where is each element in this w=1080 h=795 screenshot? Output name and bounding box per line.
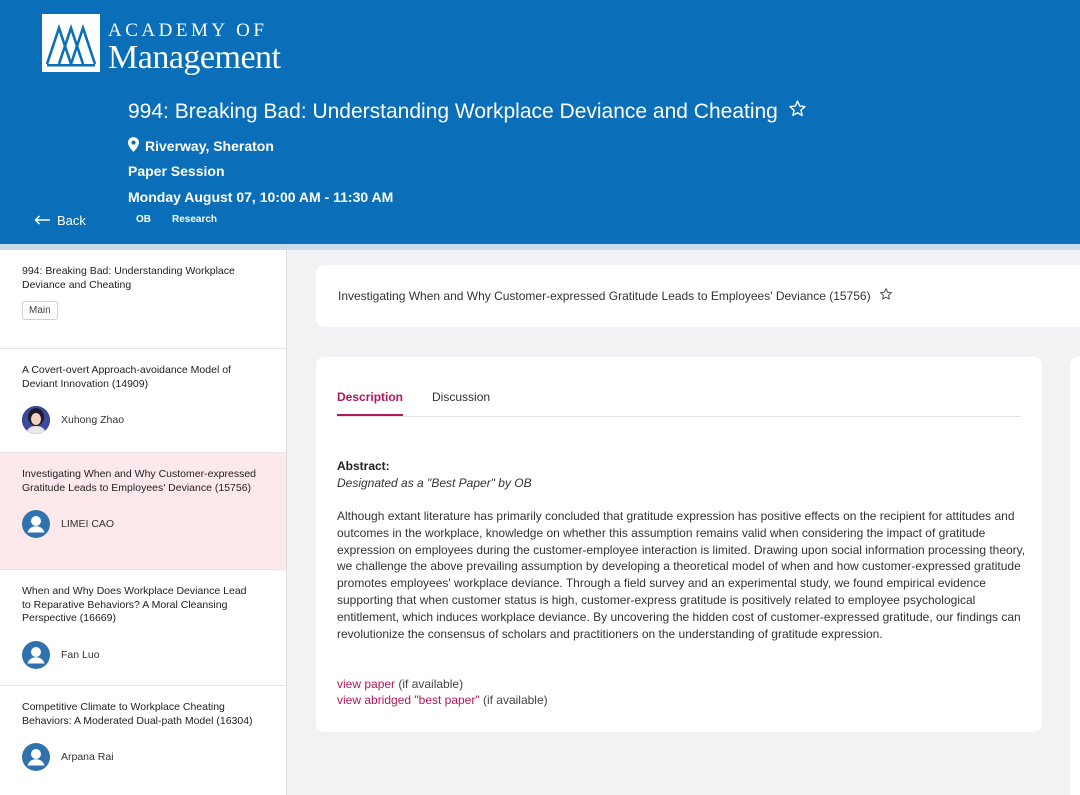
sidebar-item-paper[interactable] <box>0 349 286 453</box>
adjacent-panel-edge <box>1070 357 1080 795</box>
tab-description[interactable]: Description <box>337 390 403 416</box>
abstract-label: Abstract: <box>337 459 390 473</box>
main-badge: Main <box>22 301 58 320</box>
star-icon[interactable] <box>788 99 807 124</box>
tag-ob[interactable]: OB <box>136 214 151 225</box>
view-abridged-row <box>337 692 548 708</box>
user-icon <box>22 743 50 771</box>
author-photo <box>22 406 50 434</box>
location-pin-icon <box>128 137 139 155</box>
paper-links <box>337 676 548 708</box>
back-button[interactable] <box>34 212 86 228</box>
best-paper-designation: Designated as a "Best Paper" by OB <box>337 476 532 490</box>
sidebar-item-title: Investigating When and Why Customer-expressed Gratitude Leads to Employees' Deviance (15756) <box>22 468 257 494</box>
paper-title-text: Investigating When and Why Customer-expressed Gratitude Leads to Employees' Deviance (15756) <box>338 288 871 303</box>
user-icon <box>22 510 50 538</box>
session-title-text: 994: Breaking Bad: Understanding Workplace Deviance and Cheating <box>128 99 778 123</box>
sidebar-item-title: When and Why Does Workplace Deviance Lead to Reparative Behaviors? A Moral Cleansing Perspective (16669) <box>22 585 247 624</box>
sidebar-item-title: Competitive Climate to Workplace Cheating Behaviors: A Moderated Dual-path Model (16304) <box>22 701 253 727</box>
view-paper-suffix: (if available) <box>395 677 464 691</box>
session-sidebar <box>0 250 287 795</box>
logo-line2: Management <box>108 39 281 76</box>
author-row <box>22 641 264 669</box>
content-tabs <box>337 390 1021 417</box>
tag-research[interactable]: Research <box>172 214 218 225</box>
aom-logo-mark <box>42 14 100 72</box>
author-row <box>22 743 264 771</box>
view-paper-row <box>337 676 548 692</box>
sidebar-item-paper[interactable] <box>0 686 286 795</box>
sidebar-item-session[interactable] <box>0 250 286 349</box>
user-icon <box>22 641 50 669</box>
paper-title <box>338 287 893 304</box>
location-text: Riverway, Sheraton <box>145 138 274 154</box>
sidebar-item-paper-active[interactable] <box>0 453 286 570</box>
author-name: Xuhong Zhao <box>61 414 125 426</box>
abstract-text: Although extant literature has primarily concluded that gratitude expression has positive effects on the recipient for attitudes and outcomes in the workplace, knowledge on whether this assumption remains valid when considering the impact of gratitude expression on employees during the customer-employee interaction is limited. Drawing upon social information processing theory, we challenge the above prevailing assumption by developing a theoretical model of when and how customer-expressed gratitude promotes employees' workplace deviance. Through a field survey and an experimental study, we found empirical evidence supporting that when customer status is high, customer-express gratitude is positively related to employee psychological entitlement, which induces workplace deviance. By uncovering the hidden cost of customer-expressed gratitude, our findings can revolutionize the consensus of scholars and practitioners on the understanding of gratitude expression. <box>337 509 1026 641</box>
author-name: Fan Luo <box>61 648 100 661</box>
back-label: Back <box>57 212 86 228</box>
star-icon[interactable] <box>879 287 893 304</box>
paper-title-card <box>316 265 1080 327</box>
description-card <box>316 357 1042 732</box>
sidebar-item-title: 994: Breaking Bad: Understanding Workplace Deviance and Cheating <box>22 265 235 291</box>
session-location <box>128 137 274 155</box>
aom-logo[interactable] <box>42 14 281 75</box>
author-name: Arpana Rai <box>61 751 114 763</box>
aom-logo-text <box>108 14 281 75</box>
page-header <box>0 0 1080 244</box>
sidebar-item-paper[interactable] <box>0 570 286 686</box>
logo-line1: ACADEMY OF <box>108 20 268 41</box>
session-type: Paper Session <box>128 163 225 179</box>
view-paper-link[interactable]: view paper <box>337 677 396 691</box>
tab-discussion[interactable]: Discussion <box>432 390 491 404</box>
session-title <box>128 99 807 124</box>
arrow-left-icon <box>34 212 51 228</box>
session-time: Monday August 07, 10:00 AM - 11:30 AM <box>128 189 394 205</box>
sidebar-item-title: A Covert-overt Approach-avoidance Model of Deviant Innovation (14909) <box>22 364 231 390</box>
view-abridged-suffix: (if available) <box>479 693 548 707</box>
view-abridged-paper-link[interactable]: view abridged "best paper" <box>337 693 480 707</box>
author-row <box>22 510 264 538</box>
author-row <box>22 406 264 434</box>
author-name: LIMEI CAO <box>61 518 115 530</box>
